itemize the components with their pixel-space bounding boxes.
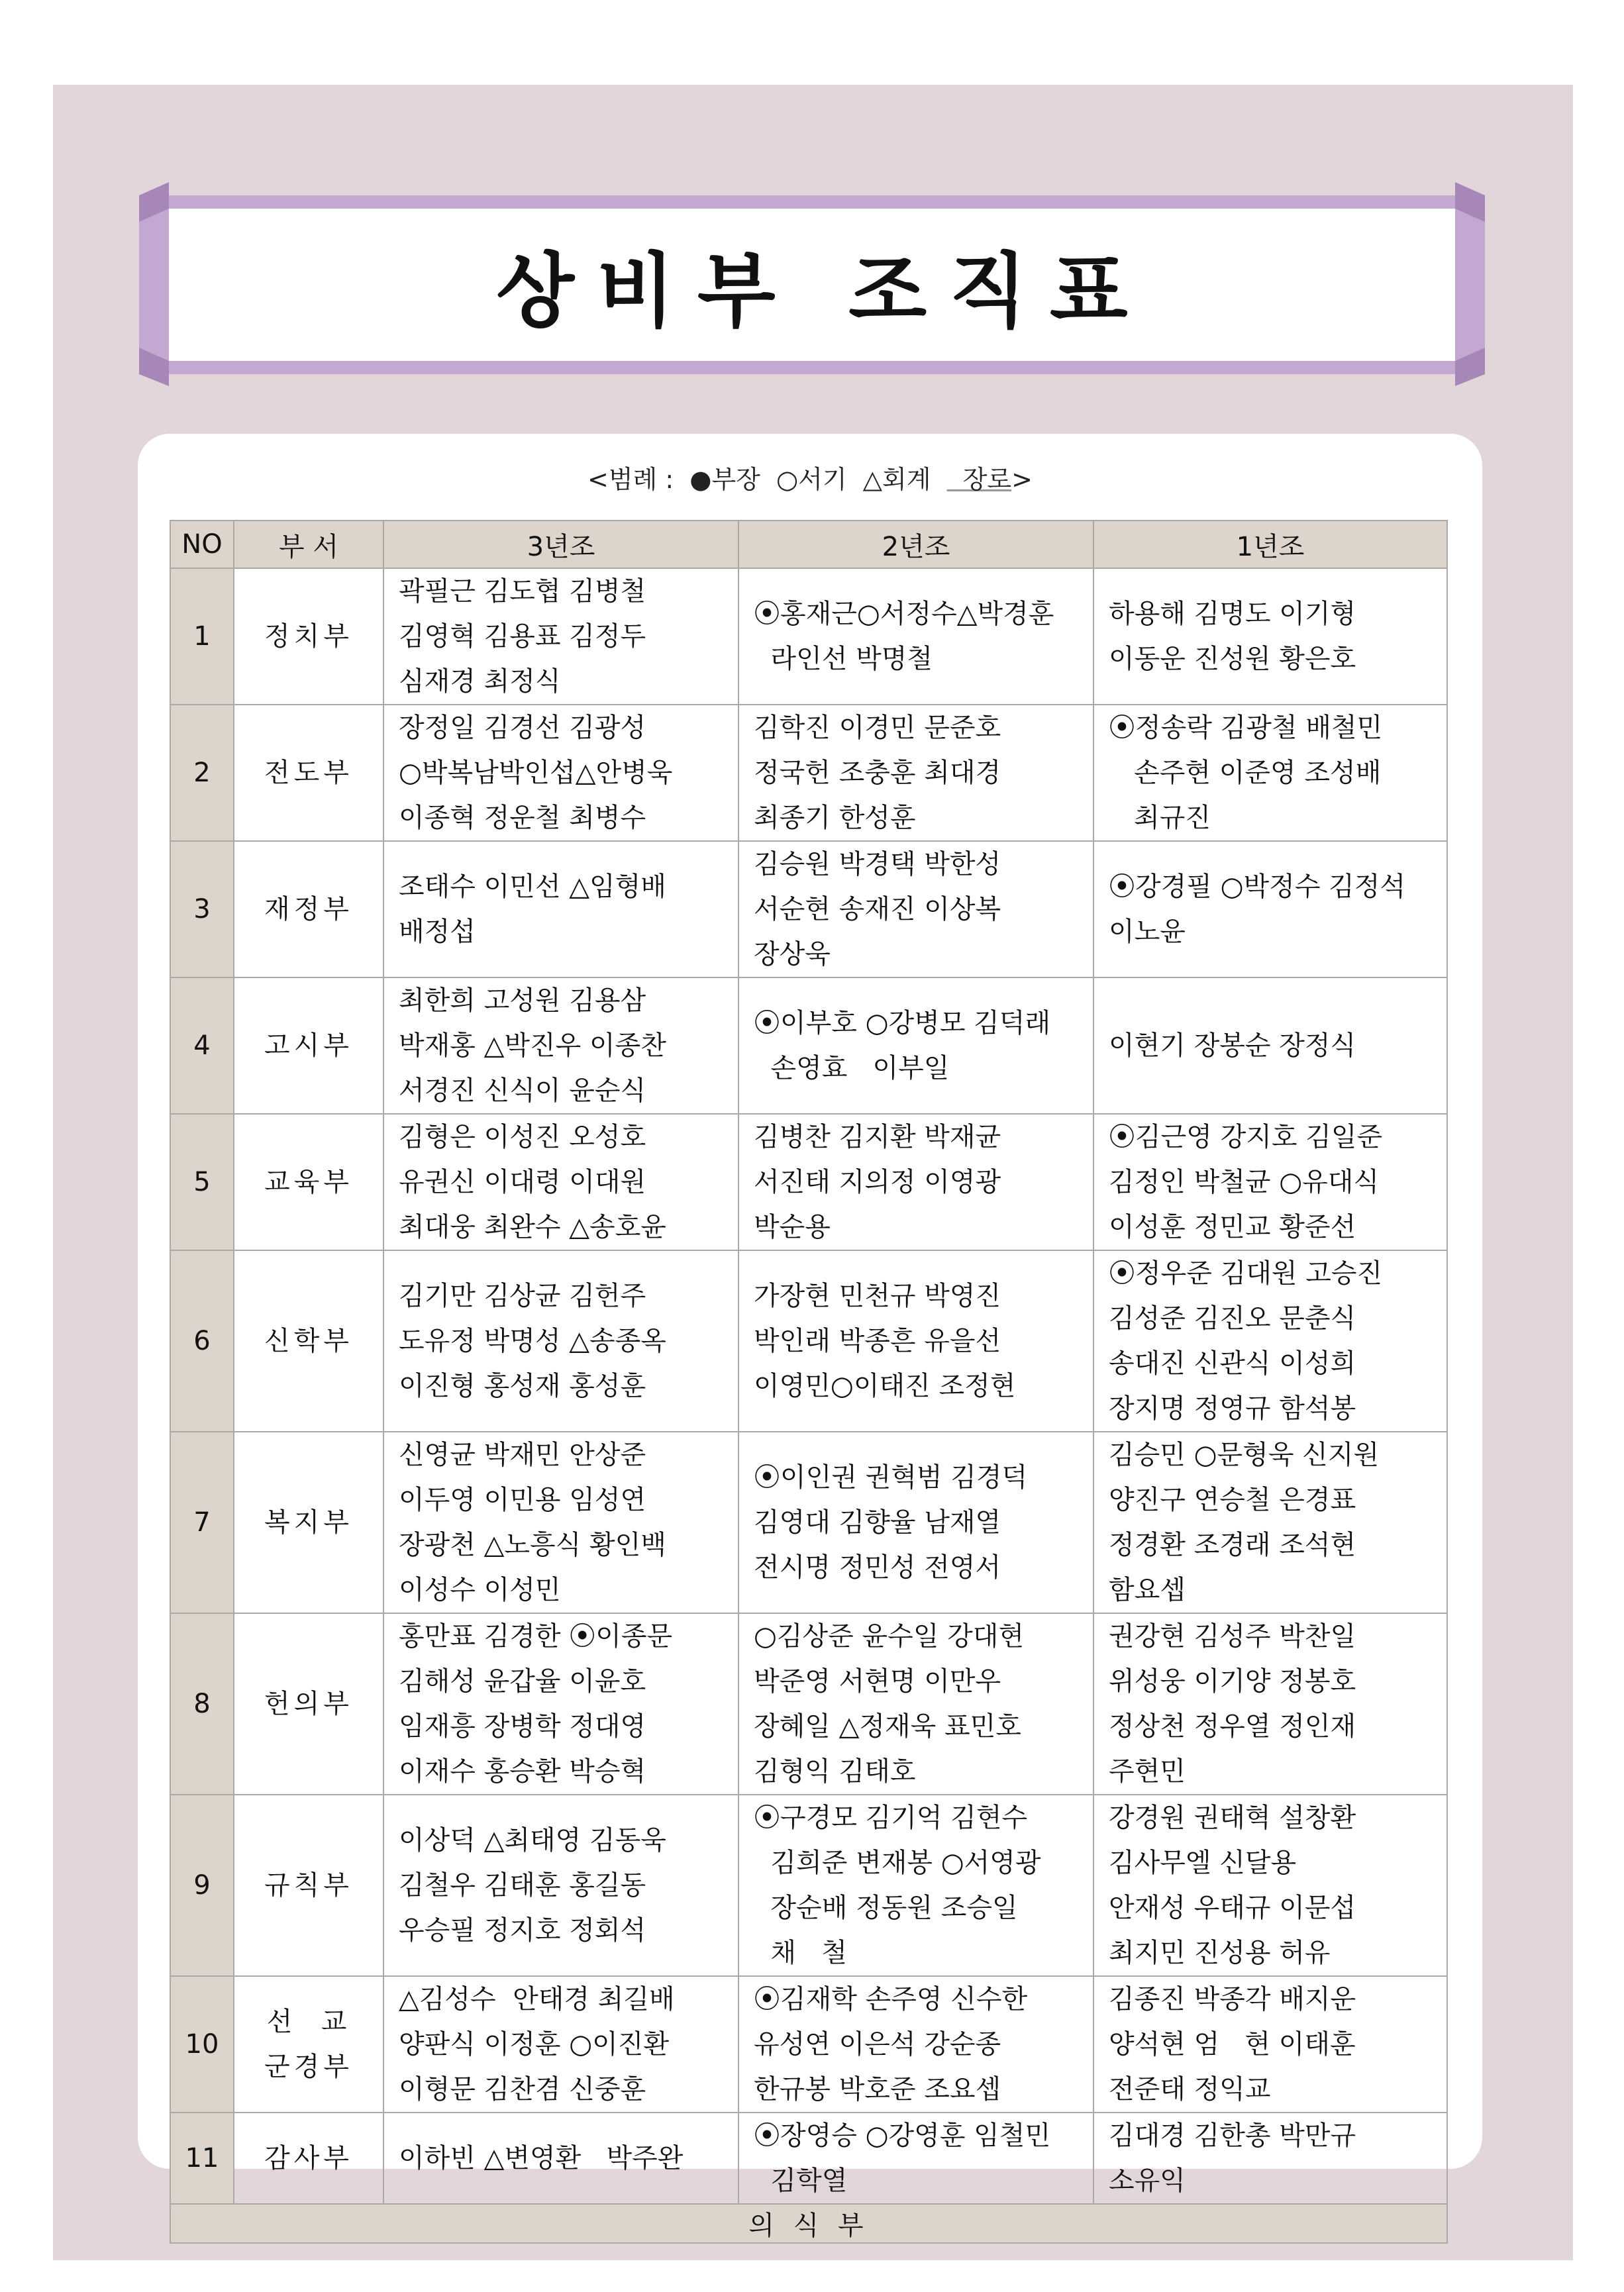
- year2-members: 김학진 이경민 문준호 정국헌 조충훈 최대경 최종기 한성훈: [738, 705, 1093, 841]
- department-name: 규칙부: [234, 1795, 383, 1976]
- department-name: 선 교 군경부: [234, 1976, 383, 2113]
- year2-members: ⦿홍재근○서정수△박경훈 라인선 박명철: [738, 568, 1093, 705]
- year2-members: 김승원 박경택 박한성 서순현 송재진 이상복 장상욱: [738, 841, 1093, 977]
- header-year1: 1년조: [1093, 521, 1447, 568]
- table-row: [170, 977, 1447, 1114]
- year1-members: 김종진 박종각 배지운 양석현 엄 현 이태훈 전준태 정익교: [1093, 1976, 1447, 2113]
- year3-members: 이상덕 △최태영 김동욱 김철우 김태훈 홍길동 우승필 정지호 정회석: [383, 1795, 738, 1976]
- year1-members: ⦿강경필 ○박정수 김정석 이노윤: [1093, 841, 1447, 977]
- row-number: 4: [170, 977, 234, 1114]
- department-name: 전도부: [234, 705, 383, 841]
- year1-members: 권강현 김성주 박찬일 위성웅 이기양 정봉호 정상천 정우열 정인재 주현민: [1093, 1613, 1447, 1795]
- table-row: [170, 1114, 1447, 1250]
- table-row: [170, 705, 1447, 841]
- year3-members: 김기만 김상균 김헌주 도유정 박명성 △송종옥 이진형 홍성재 홍성훈: [383, 1250, 738, 1432]
- year2-members: ⦿구경모 김기억 김현수 김희준 변재봉 ○서영광 장순배 정동원 조승일 채 철: [738, 1795, 1093, 1976]
- content-card: [138, 434, 1482, 2241]
- year2-members: ○김상준 윤수일 강대현 박준영 서현명 이만우 장혜일 △정재욱 표민호 김형익 김태호: [738, 1613, 1093, 1795]
- header-year2: 2년조: [738, 521, 1093, 568]
- year1-members: 이현기 장봉순 장정식: [1093, 977, 1447, 1114]
- department-name: 신학부: [234, 1250, 383, 1432]
- row-number: 8: [170, 1613, 234, 1795]
- legend-prefix: <범례 : ●부장 ○서기 △회계: [587, 465, 947, 494]
- row-number: 10: [170, 1976, 234, 2113]
- legend-elder: 장로: [946, 465, 1012, 494]
- year3-members: 최한희 고성원 김용삼 박재홍 △박진우 이종찬 서경진 신식이 윤순식: [383, 977, 738, 1114]
- department-name: 헌의부: [234, 1613, 383, 1795]
- year2-members: 가장현 민천규 박영진 박인래 박종흔 유을선 이영민○이태진 조정현: [738, 1250, 1093, 1432]
- header-dept: 부 서: [234, 521, 383, 568]
- row-number: 7: [170, 1432, 234, 1613]
- title-banner: [139, 182, 1485, 386]
- page-title: 상비부 조직표: [496, 244, 1150, 338]
- table-row: [170, 568, 1447, 705]
- table-row: [170, 841, 1447, 977]
- year3-members: 곽필근 김도협 김병철 김영혁 김용표 김정두 심재경 최정식: [383, 568, 738, 705]
- table-row: [170, 1432, 1447, 1613]
- row-number: 6: [170, 1250, 234, 1432]
- header-no: NO: [170, 521, 234, 568]
- row-number: 9: [170, 1795, 234, 1976]
- header-row: [170, 521, 1447, 568]
- year3-members: 조태수 이민선 △임형배 배정섭: [383, 841, 738, 977]
- year3-members: 장정일 김경선 김광성 ○박복남박인섭△안병욱 이종혁 정운철 최병수: [383, 705, 738, 841]
- legend: [138, 459, 1482, 495]
- year2-members: ⦿장영승 ○강영훈 임철민 김학열: [738, 2113, 1093, 2204]
- row-number: 3: [170, 841, 234, 977]
- header-year3: 3년조: [383, 521, 738, 568]
- row-number: 11: [170, 2113, 234, 2204]
- year3-members: 김형은 이성진 오성호 유권신 이대령 이대원 최대웅 최완수 △송호윤: [383, 1114, 738, 1250]
- table-row: [170, 1976, 1447, 2113]
- year1-members: 하용해 김명도 이기형 이동운 진성원 황은호: [1093, 568, 1447, 705]
- year1-members: 김승민 ○문형욱 신지원 양진구 연승철 은경표 정경환 조경래 조석현 함요셉: [1093, 1432, 1447, 1613]
- row-number: 2: [170, 705, 234, 841]
- year2-members: ⦿이부호 ○강병모 김덕래 손영효 이부일: [738, 977, 1093, 1114]
- year3-members: 신영균 박재민 안상준 이두영 이민용 임성연 장광천 △노흥식 황인백 이성수 이성민: [383, 1432, 738, 1613]
- year1-members: ⦿정우준 김대원 고승진 김성준 김진오 문춘식 송대진 신관식 이성희 장지명 정영규 함석봉: [1093, 1250, 1447, 1432]
- department-name: 정치부: [234, 568, 383, 705]
- table-row: [170, 1613, 1447, 1795]
- department-name: 고시부: [234, 977, 383, 1114]
- footer-department: 의 식 부: [170, 2204, 1447, 2243]
- year3-members: △김성수 안태경 최길배 양판식 이정훈 ○이진환 이형문 김찬겸 신중훈: [383, 1976, 738, 2113]
- year2-members: ⦿이인권 권혁범 김경덕 김영대 김향율 남재열 전시명 정민성 전영서: [738, 1432, 1093, 1613]
- year1-members: ⦿정송락 김광철 배철민 손주현 이준영 조성배 최규진: [1093, 705, 1447, 841]
- table-row: [170, 1250, 1447, 1432]
- footer-row: [170, 2204, 1447, 2243]
- organization-table: [170, 520, 1448, 2244]
- legend-suffix: >: [1011, 465, 1033, 494]
- year3-members: 홍만표 김경한 ⦿이종문 김해성 윤갑율 이윤호 임재흥 장병학 정대영 이재수 홍승환 박승혁: [383, 1613, 738, 1795]
- table-row: [170, 2113, 1447, 2204]
- year2-members: 김병찬 김지환 박재균 서진태 지의정 이영광 박순용: [738, 1114, 1093, 1250]
- year3-members: 이하빈 △변영환 박주완: [383, 2113, 738, 2204]
- year1-members: 강경원 권태혁 설창환 김사무엘 신달용 안재성 우태규 이문섭 최지민 진성용 허유: [1093, 1795, 1447, 1976]
- year1-members: 김대경 김한총 박만규 소유익: [1093, 2113, 1447, 2204]
- department-name: 감사부: [234, 2113, 383, 2204]
- year2-members: ⦿김재학 손주영 신수한 유성연 이은석 강순종 한규봉 박호준 조요셉: [738, 1976, 1093, 2113]
- row-number: 1: [170, 568, 234, 705]
- department-name: 복지부: [234, 1432, 383, 1613]
- department-name: 재정부: [234, 841, 383, 977]
- table-row: [170, 1795, 1447, 1976]
- department-name: 교육부: [234, 1114, 383, 1250]
- year1-members: ⦿김근영 강지호 김일준 김정인 박철균 ○유대식 이성훈 정민교 황준선: [1093, 1114, 1447, 1250]
- row-number: 5: [170, 1114, 234, 1250]
